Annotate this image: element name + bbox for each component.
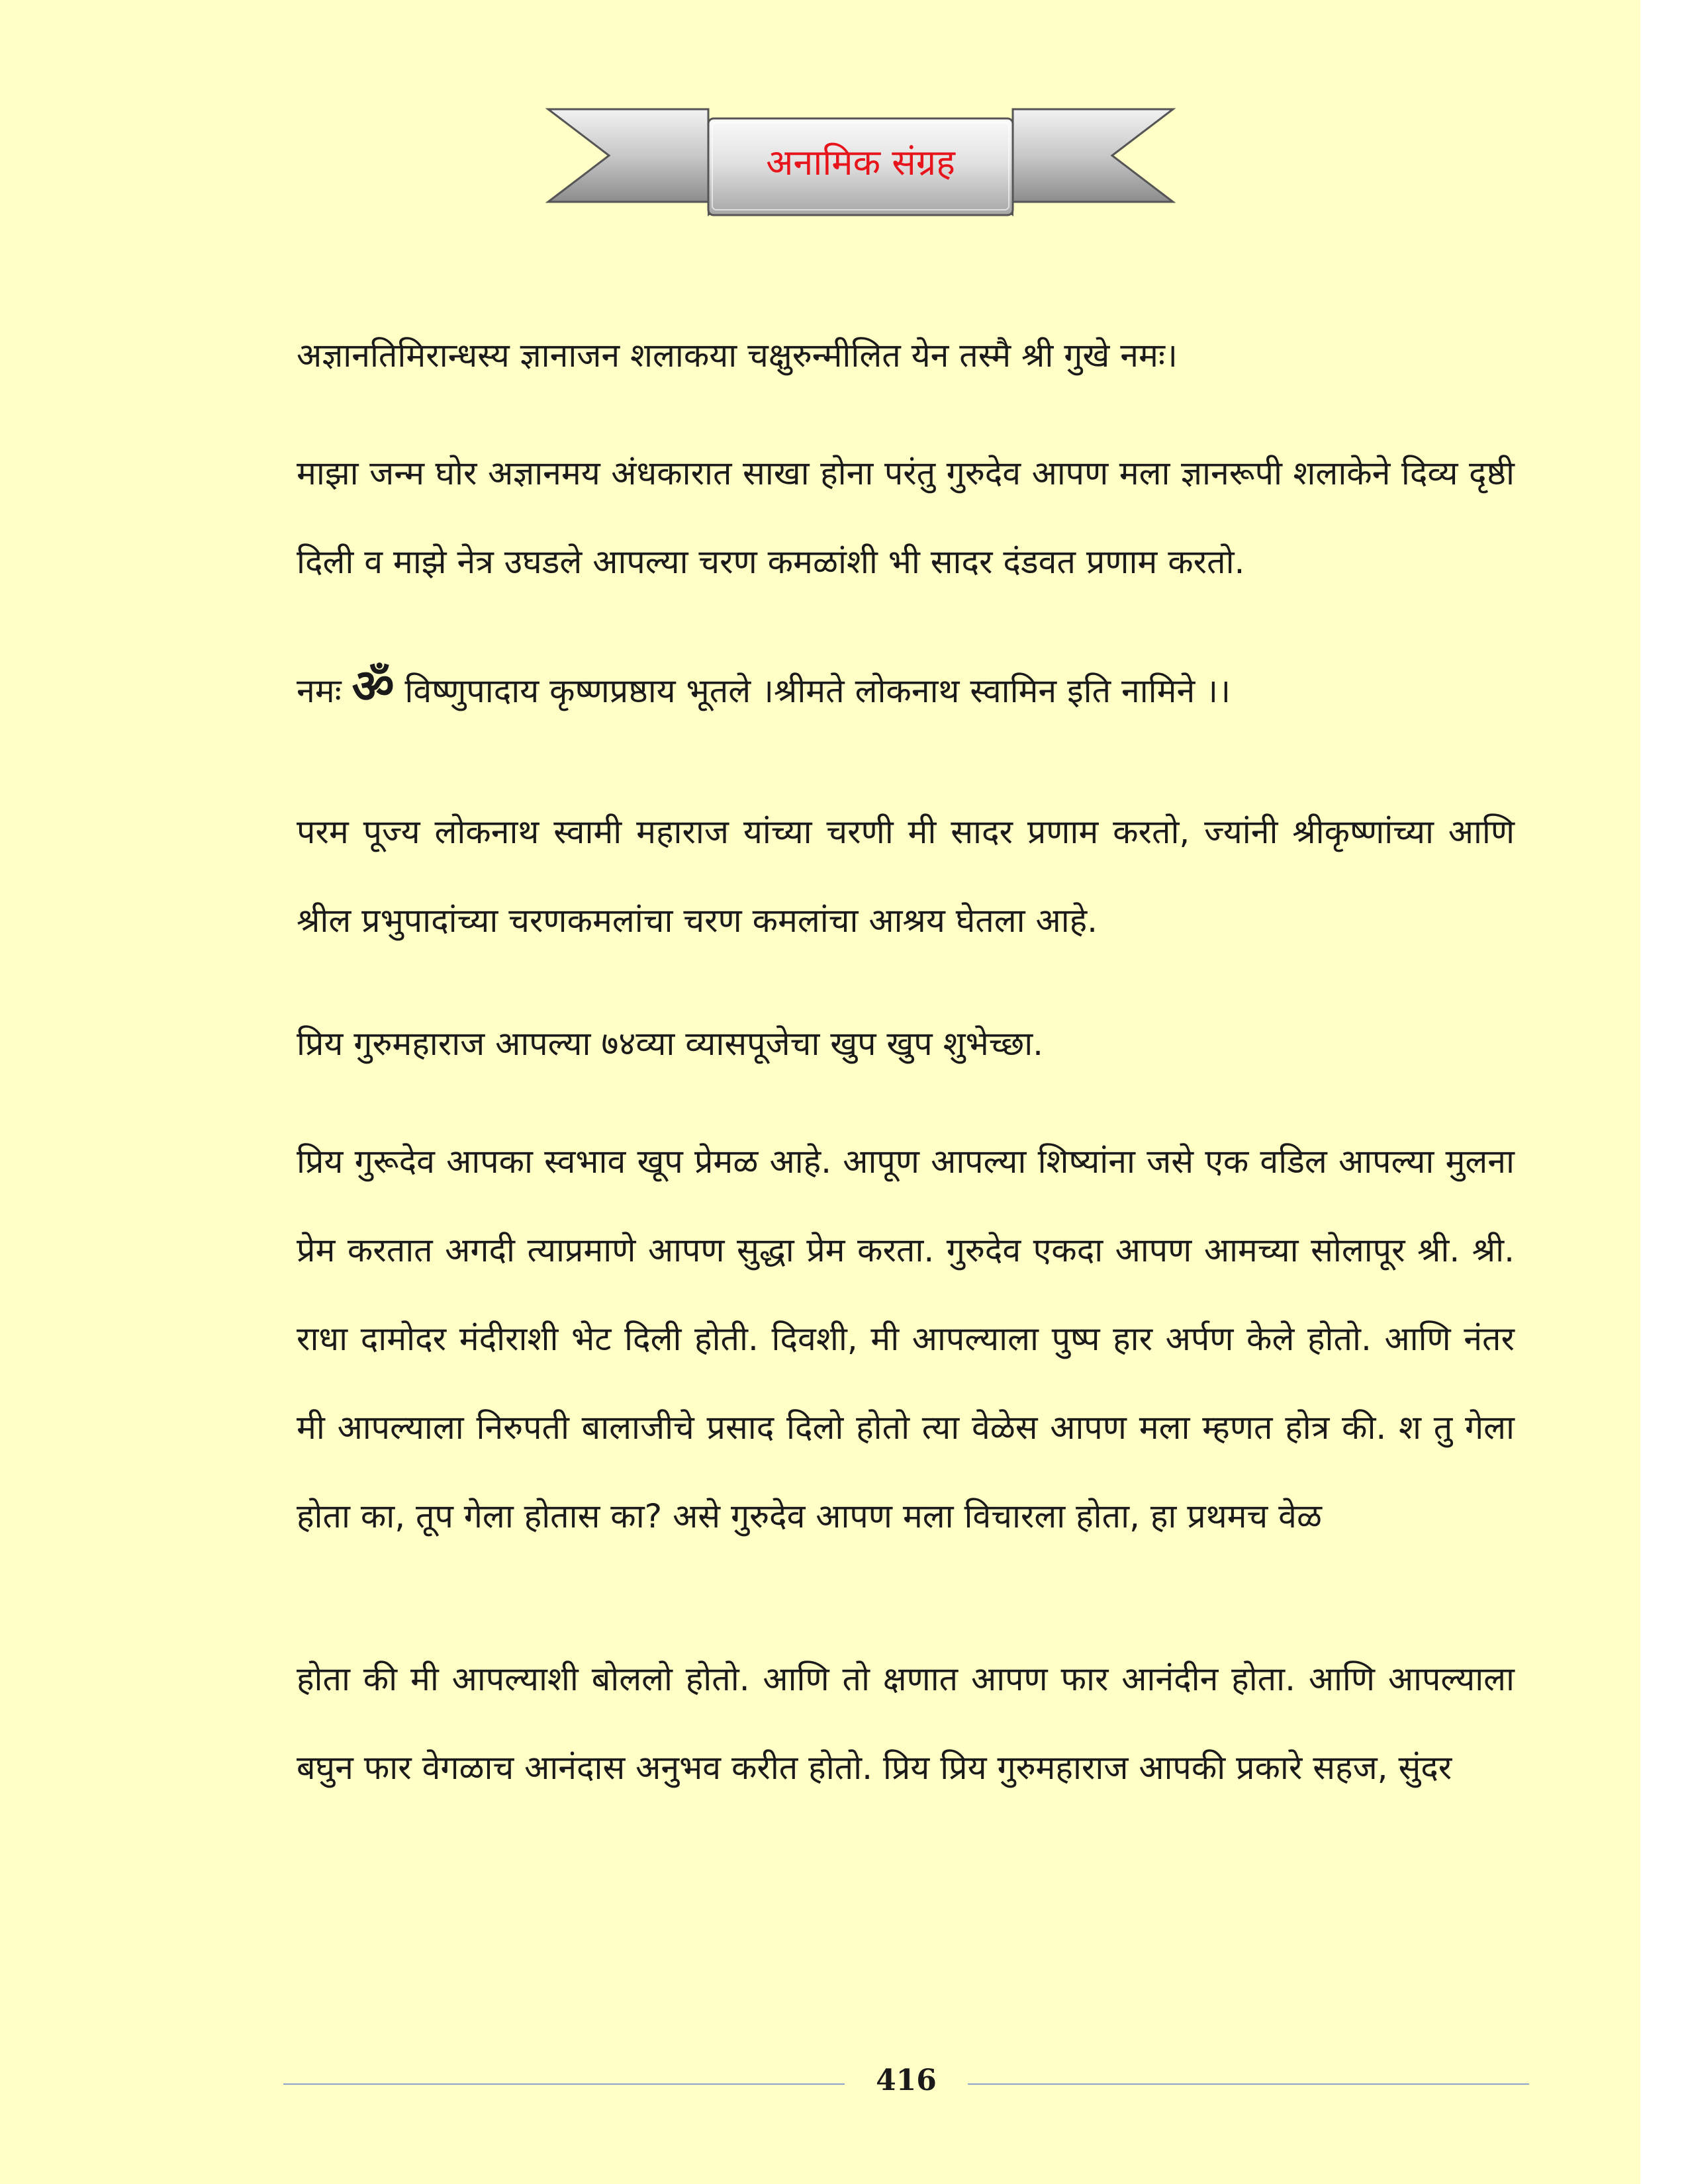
paragraph-greetings: प्रिय गुरुमहाराज आपल्या ७४व्या व्यासपूजेचा खुप खुप शुभेच्छा. (297, 1024, 1044, 1063)
mantra-prefix: नमः (297, 672, 342, 710)
paragraph-conclusion: होता की मी आपल्याशी बोललो होतो. आणि तो क्षणात आपण फार आनंदीन होता. आणि आपल्याला बघुन फार वेगळाच आनंदास अनुभव करीत होतो. प्रिय प्रिय गुरुमहाराज आपकी प्रकारे सहज, सुंदर (297, 1660, 1525, 1787)
paragraph-memory: प्रिय गुरूदेव आपका स्वभाव खूप प्रेमळ आहे. आपूण आपल्या शिष्यांना जसे एक वडिल आपल्या मुलना प्रेम करतात अगदी त्याप्रमाणे आपण सुद्धा प्रेम करता. गुरुदेव एकदा आपण आमच्या सोलापूर श्री. श्री. राधा दामोदर मंदीराशी भेट दिली होती. दिवशी, मी आपल्याला पुष्प हार अर्पण केले होतो. आणि नंतर मी आपल्याला निरुपती बालाजीचे प्रसाद दिलो होतो त्या वेळेस आपण मला म्हणत होत्र की. श तु गेला होता का, तूप गेला होतास का? असे गुरुदेव आपण मला विचारला होता, हा प्रथमच वेळ (297, 1142, 1525, 1535)
page-title: अनामिक संग्रह (766, 142, 955, 183)
om-symbol: ॐ (352, 659, 395, 713)
paragraph-obeisances: परम पूज्य लोकनाथ स्वामी महाराज यांच्या चरणी मी सादर प्रणाम करतो, ज्यांनी श्रीकृष्णांच्या आणि श्रील प्रभुपादांच्या चरणकमलांचा चरण कमलांचा आश्रय घेतला आहे. (297, 813, 1525, 940)
mantra-text: विष्णुपादाय कृष्णप्रष्ठाय भूतले ।श्रीमते लोकनाथ स्वामिन इति नामिने ।। (404, 672, 1231, 710)
footer-rule-right (968, 2083, 1529, 2085)
paragraph-guru-mantra: अज्ञानतिमिरान्धस्य ज्ञानाजन शलाकया चक्षुरुन्मीलित येन तस्मै श्री गुखे नमः। (297, 336, 1178, 375)
paragraph-gratitude: माझा जन्म घोर अज्ञानमय अंधकारात साखा होना परंतु गुरुदेव आपण मला ज्ञानरूपी शलाकेने दिव्य दृष्ठी दिली व माझे नेत्र उघडले आपल्या चरण कमळांशी भी सादर दंडवत प्रणाम करतो. (297, 454, 1525, 581)
footer-rule-left (283, 2083, 845, 2085)
page-number: 416 (876, 2064, 937, 2097)
title-ribbon-banner (543, 103, 1178, 218)
paragraph-pranam-mantra (297, 642, 1515, 735)
